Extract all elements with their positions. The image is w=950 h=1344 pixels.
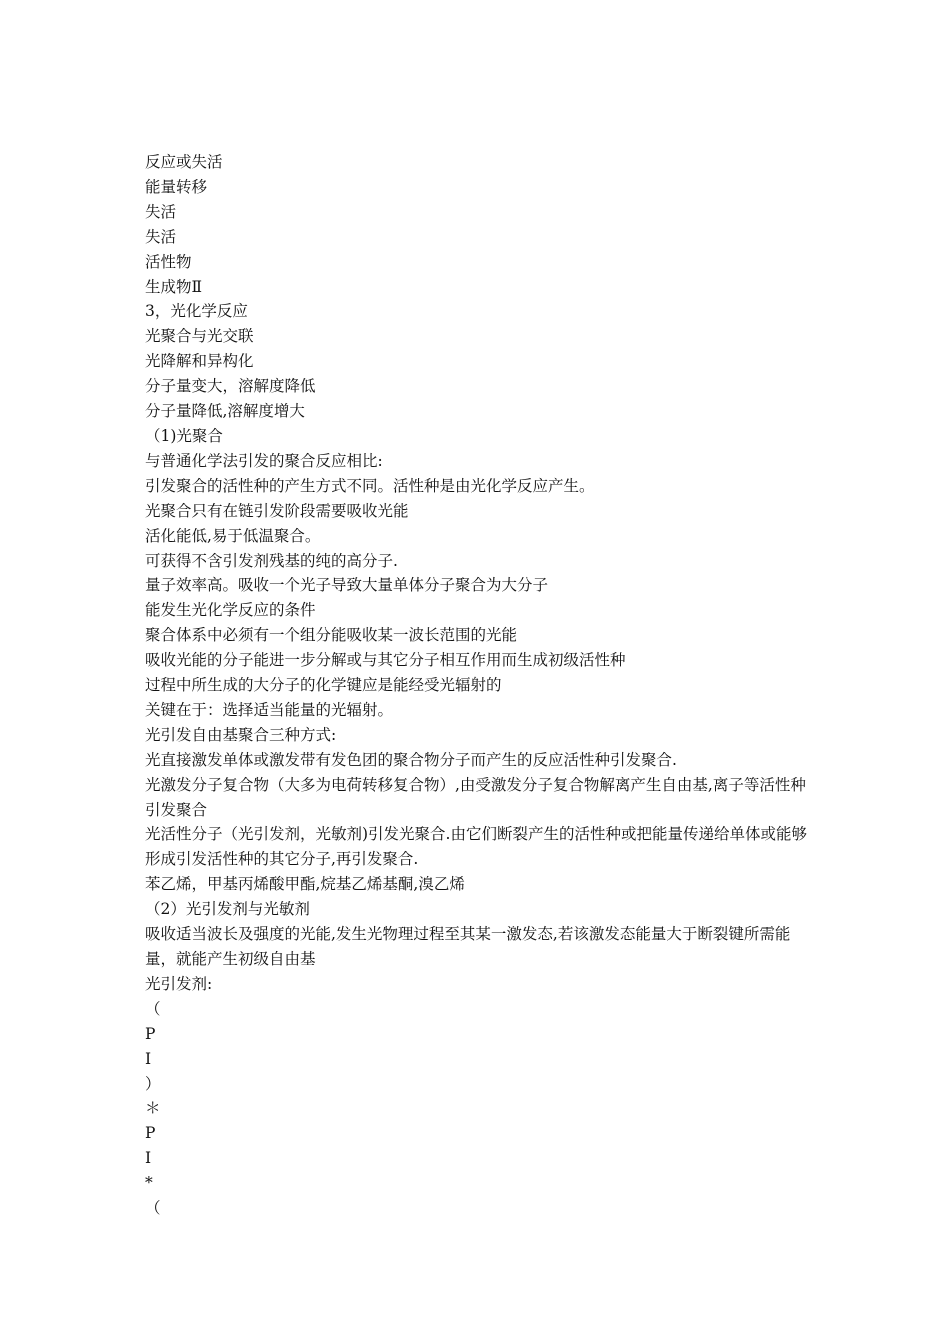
text-line: 能量转移 bbox=[145, 177, 208, 196]
text-paragraph: 光激发分子复合物（大多为电荷转移复合物）,由受激发分子复合物解离产生自由基,离子等活性种引发聚合 bbox=[145, 775, 806, 819]
text-line: 聚合体系中必须有一个组分能吸收某一波长范围的光能 bbox=[145, 626, 518, 645]
formula-char: ） bbox=[145, 1074, 161, 1093]
text-line: 分子量变大，溶解度降低 bbox=[145, 377, 316, 396]
text-line: 苯乙烯，甲基丙烯酸甲酯,烷基乙烯基酮,溴乙烯 bbox=[145, 875, 465, 894]
text-line: 活化能低,易于低温聚合。 bbox=[145, 526, 321, 545]
formula-char: （ bbox=[145, 1199, 161, 1218]
text-line: 量子效率高。吸收一个光子导致大量单体分子聚合为大分子 bbox=[145, 576, 549, 595]
formula-char: I bbox=[145, 1049, 152, 1068]
text-line: 关键在于：选择适当能量的光辐射。 bbox=[145, 700, 394, 719]
text-line: 活性物 bbox=[145, 252, 192, 271]
formula-char: I bbox=[145, 1149, 152, 1168]
formula-char: P bbox=[145, 1124, 156, 1143]
text-line: 与普通化学法引发的聚合反应相比: bbox=[145, 451, 383, 470]
subsection-heading: （1)光聚合 bbox=[145, 426, 223, 445]
formula-char: （ bbox=[145, 999, 161, 1018]
text-line: 分子量降低,溶解度增大 bbox=[145, 402, 305, 421]
text-line: 过程中所生成的大分子的化学键应是能经受光辐射的 bbox=[145, 676, 502, 695]
section-heading: 3，光化学反应 bbox=[145, 302, 248, 321]
text-line: 生成物Ⅱ bbox=[145, 277, 203, 296]
formula-char: P bbox=[145, 1024, 156, 1043]
text-line: 光聚合只有在链引发阶段需要吸收光能 bbox=[145, 501, 409, 520]
text-line: 可获得不含引发剂残基的纯的高分子. bbox=[145, 551, 398, 570]
text-line: 能发生光化学反应的条件 bbox=[145, 601, 316, 620]
text-line: 反应或失活 bbox=[145, 153, 223, 171]
text-line: 光聚合与光交联 bbox=[145, 327, 254, 346]
subsection-heading: （2）光引发剂与光敏剂 bbox=[145, 900, 310, 919]
text-line: 引发聚合的活性种的产生方式不同。活性种是由光化学反应产生。 bbox=[145, 476, 595, 495]
formula-char: * bbox=[145, 1174, 153, 1193]
text-line: 光引发自由基聚合三种方式: bbox=[145, 725, 337, 744]
text-line: 光引发剂: bbox=[145, 974, 213, 993]
text-line: 光降解和异构化 bbox=[145, 352, 254, 371]
document-body bbox=[145, 150, 810, 1221]
text-line: 失活 bbox=[145, 227, 177, 246]
text-paragraph: 光活性分子（光引发剂，光敏剂)引发光聚合.由它们断裂产生的活性种或把能量传递给单体或能够形成引发活性种的其它分子,再引发聚合. bbox=[145, 825, 807, 869]
formula-char: ＊ bbox=[145, 1099, 161, 1118]
text-paragraph: 吸收适当波长及强度的光能,发生光物理过程至其某一激发态,若该激发态能量大于断裂键所需能量，就能产生初级自由基 bbox=[145, 925, 791, 968]
text-line: 光直接激发单体或激发带有发色团的聚合物分子而产生的反应活性种引发聚合. bbox=[145, 750, 677, 769]
text-line: 吸收光能的分子能进一步分解或与其它分子相互作用而生成初级活性种 bbox=[145, 651, 626, 670]
text-line: 失活 bbox=[145, 202, 177, 221]
